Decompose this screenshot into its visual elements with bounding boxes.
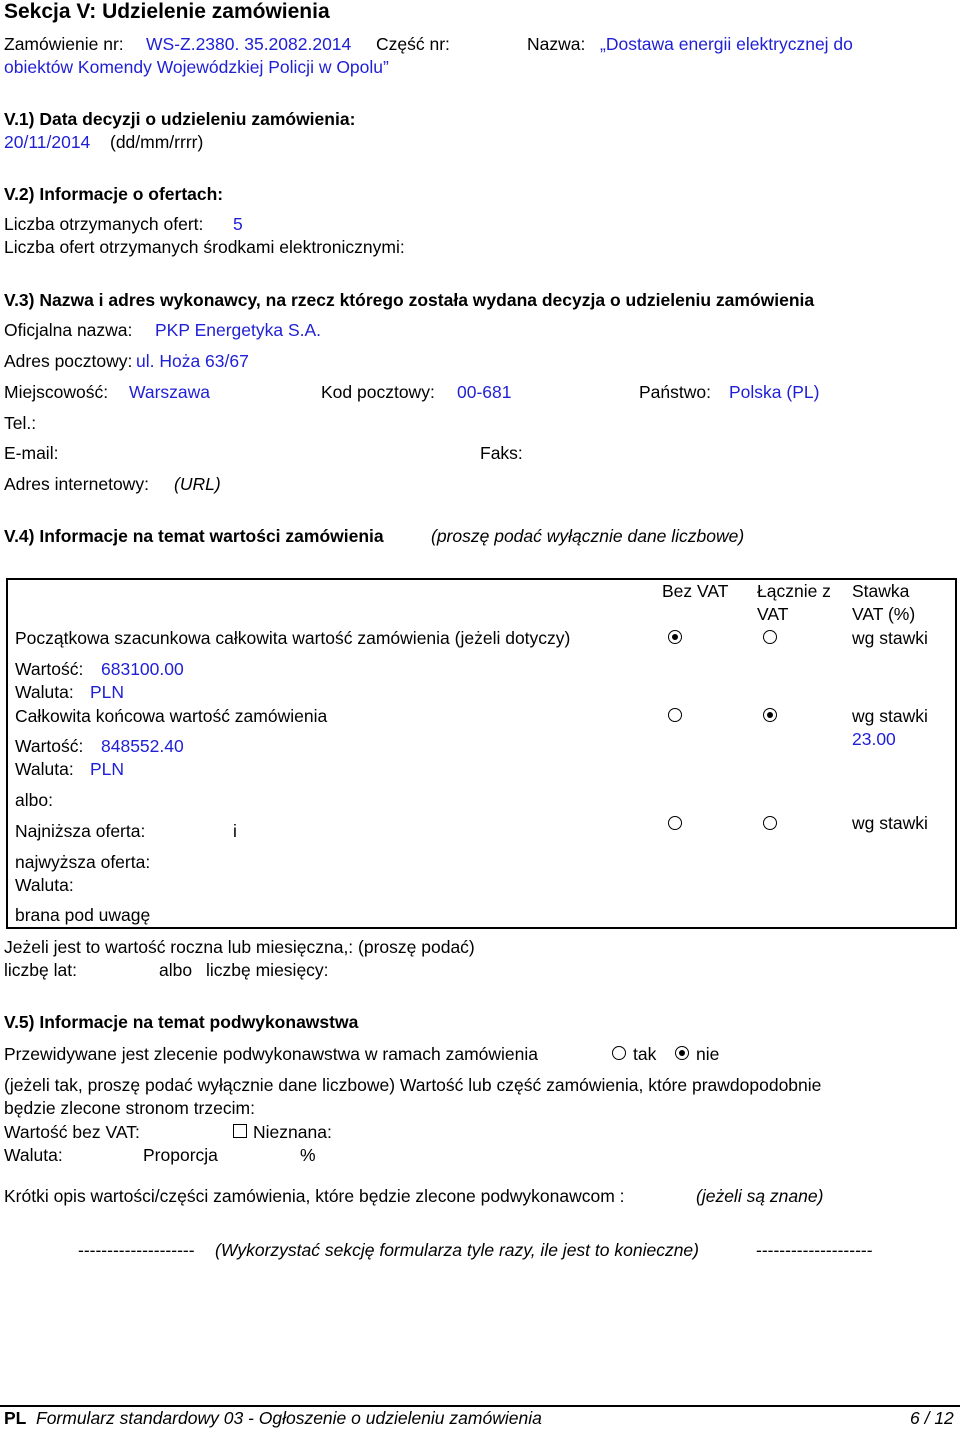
v1-heading: V.1) Data decyzji o udzieleniu zamówienia: bbox=[4, 109, 356, 129]
years-label: liczbę lat: bbox=[4, 960, 77, 980]
range-currency-label: Waluta: bbox=[15, 875, 74, 895]
v4-hint: (proszę podać wyłącznie dane liczbowe) bbox=[431, 526, 745, 546]
initial-amount-label: Wartość: bbox=[15, 659, 84, 679]
electronic-offers-label: Liczba ofert otrzymanych środkami elektronicznymi: bbox=[4, 237, 405, 257]
final-amount-label: Wartość: bbox=[15, 736, 84, 756]
web-address-label: Adres internetowy: bbox=[4, 474, 149, 494]
annual-note: Jeżeli jest to wartość roczna lub miesięczna,: (proszę podać) bbox=[4, 937, 475, 957]
postal-address-label: Adres pocztowy: bbox=[4, 351, 133, 371]
web-address-hint: (URL) bbox=[174, 474, 221, 494]
final-currency-label: Waluta: bbox=[15, 759, 74, 779]
initial-rate: wg stawki bbox=[852, 628, 928, 648]
separator-dashes-left: -------------------- bbox=[78, 1240, 195, 1260]
col-header-rate-line1: Stawka bbox=[852, 581, 910, 601]
final-rate-value: 23.00 bbox=[852, 729, 896, 749]
subcontract-yes-radio[interactable] bbox=[612, 1046, 626, 1060]
col-header-gross-line1: Łącznie z bbox=[757, 581, 831, 601]
fax-label: Faks: bbox=[480, 443, 523, 463]
considered-label: brana pod uwagę bbox=[15, 905, 151, 925]
subcontract-no-label: nie bbox=[696, 1044, 720, 1064]
initial-currency-label: Waluta: bbox=[15, 682, 74, 702]
or-label: albo: bbox=[15, 790, 53, 810]
initial-currency-value: PLN bbox=[90, 682, 125, 702]
order-number-value: WS-Z.2380. 35.2082.2014 bbox=[146, 34, 352, 54]
range-net-radio[interactable] bbox=[668, 816, 682, 830]
and-label: i bbox=[233, 821, 237, 841]
subcontract-desc-hint: (jeżeli są znane) bbox=[696, 1186, 824, 1206]
final-amount-value: 848552.40 bbox=[101, 736, 184, 756]
separator-dashes-right: -------------------- bbox=[756, 1240, 873, 1260]
footer-form-name: Formularz standardowy 03 - Ogłoszenie o udzieleniu zamówienia bbox=[36, 1408, 542, 1428]
subcontract-no-radio[interactable] bbox=[675, 1046, 689, 1060]
final-currency-value: PLN bbox=[90, 759, 125, 779]
or2-label: albo bbox=[159, 960, 193, 980]
offers-count-label: Liczba otrzymanych ofert: bbox=[4, 214, 204, 234]
range-gross-radio[interactable] bbox=[763, 816, 777, 830]
final-net-radio[interactable] bbox=[668, 708, 682, 722]
unknown-checkbox[interactable] bbox=[233, 1124, 247, 1138]
official-name-label: Oficjalna nazwa: bbox=[4, 320, 133, 340]
lowest-offer-label: Najniższa oferta: bbox=[15, 821, 146, 841]
col-header-rate-line2: VAT (%) bbox=[852, 604, 916, 624]
order-name-label: Nazwa: bbox=[527, 34, 586, 54]
order-name-value-line1: „Dostawa energii elektrycznej do bbox=[600, 34, 853, 54]
v3-heading: V.3) Nazwa i adres wykonawcy, na rzecz którego została wydana decyzja o udzieleniu zamówienia bbox=[4, 290, 815, 310]
col-header-net: Bez VAT bbox=[662, 581, 729, 601]
separator-text: (Wykorzystać sekcję formularza tyle razy, ile jest to konieczne) bbox=[215, 1240, 699, 1260]
order-name-value-line2: obiektów Komendy Wojewódzkiej Policji w Opolu” bbox=[4, 57, 389, 77]
highest-offer-label: najwyższa oferta: bbox=[15, 852, 151, 872]
col-header-gross-line2: VAT bbox=[757, 604, 789, 624]
months-label: liczbę miesięcy: bbox=[206, 960, 329, 980]
postal-code-label: Kod pocztowy: bbox=[321, 382, 435, 402]
subcontract-desc-label: Krótki opis wartości/części zamówienia, które będzie zlecone podwykonawcom : bbox=[4, 1186, 625, 1206]
postal-code-value: 00-681 bbox=[457, 382, 512, 402]
initial-gross-radio[interactable] bbox=[763, 630, 777, 644]
tel-label: Tel.: bbox=[4, 413, 37, 433]
subcontract-net-value-label: Wartość bez VAT: bbox=[4, 1122, 140, 1142]
proportion-label: Proporcja bbox=[143, 1145, 218, 1165]
subcontract-note-line1: (jeżeli tak, proszę podać wyłącznie dane liczbowe) Wartość lub część zamówienia, które prawdopodobnie bbox=[4, 1075, 822, 1095]
initial-net-radio[interactable] bbox=[668, 630, 682, 644]
unknown-label: Nieznana: bbox=[253, 1122, 332, 1142]
subcontract-planned-label: Przewidywane jest zlecenie podwykonawstwa w ramach zamówienia bbox=[4, 1044, 538, 1064]
part-number-label: Część nr: bbox=[376, 34, 450, 54]
subcontract-note-line2: będzie zlecone stronom trzecim: bbox=[4, 1098, 255, 1118]
v2-heading: V.2) Informacje o ofertach: bbox=[4, 184, 224, 204]
decision-date: 20/11/2014 bbox=[4, 132, 91, 152]
postal-address-value: ul. Hoża 63/67 bbox=[136, 351, 249, 371]
percent-label: % bbox=[300, 1145, 316, 1165]
city-value: Warszawa bbox=[129, 382, 211, 402]
city-label: Miejscowość: bbox=[4, 382, 109, 402]
v5-heading: V.5) Informacje na temat podwykonawstwa bbox=[4, 1012, 359, 1032]
official-name-value: PKP Energetyka S.A. bbox=[155, 320, 322, 340]
final-gross-radio[interactable] bbox=[763, 708, 777, 722]
footer-lang: PL bbox=[4, 1408, 27, 1428]
order-number-label: Zamówienie nr: bbox=[4, 34, 124, 54]
date-format-hint: (dd/mm/rrrr) bbox=[110, 132, 204, 152]
section-title: Sekcja V: Udzielenie zamówienia bbox=[4, 0, 330, 23]
initial-amount-value: 683100.00 bbox=[101, 659, 184, 679]
initial-value-label: Początkowa szacunkowa całkowita wartość zamówienia (jeżeli dotyczy) bbox=[15, 628, 571, 648]
offers-count-value: 5 bbox=[233, 214, 243, 234]
footer-page-number: 6 / 12 bbox=[910, 1408, 954, 1428]
country-label: Państwo: bbox=[639, 382, 711, 402]
country-value: Polska (PL) bbox=[729, 382, 820, 402]
email-label: E-mail: bbox=[4, 443, 59, 463]
final-rate: wg stawki bbox=[852, 706, 928, 726]
range-rate: wg stawki bbox=[852, 813, 928, 833]
final-value-label: Całkowita końcowa wartość zamówienia bbox=[15, 706, 328, 726]
subcontract-yes-label: tak bbox=[633, 1044, 657, 1064]
v4-heading: V.4) Informacje na temat wartości zamówienia bbox=[4, 526, 384, 546]
subcontract-currency-label: Waluta: bbox=[4, 1145, 63, 1165]
